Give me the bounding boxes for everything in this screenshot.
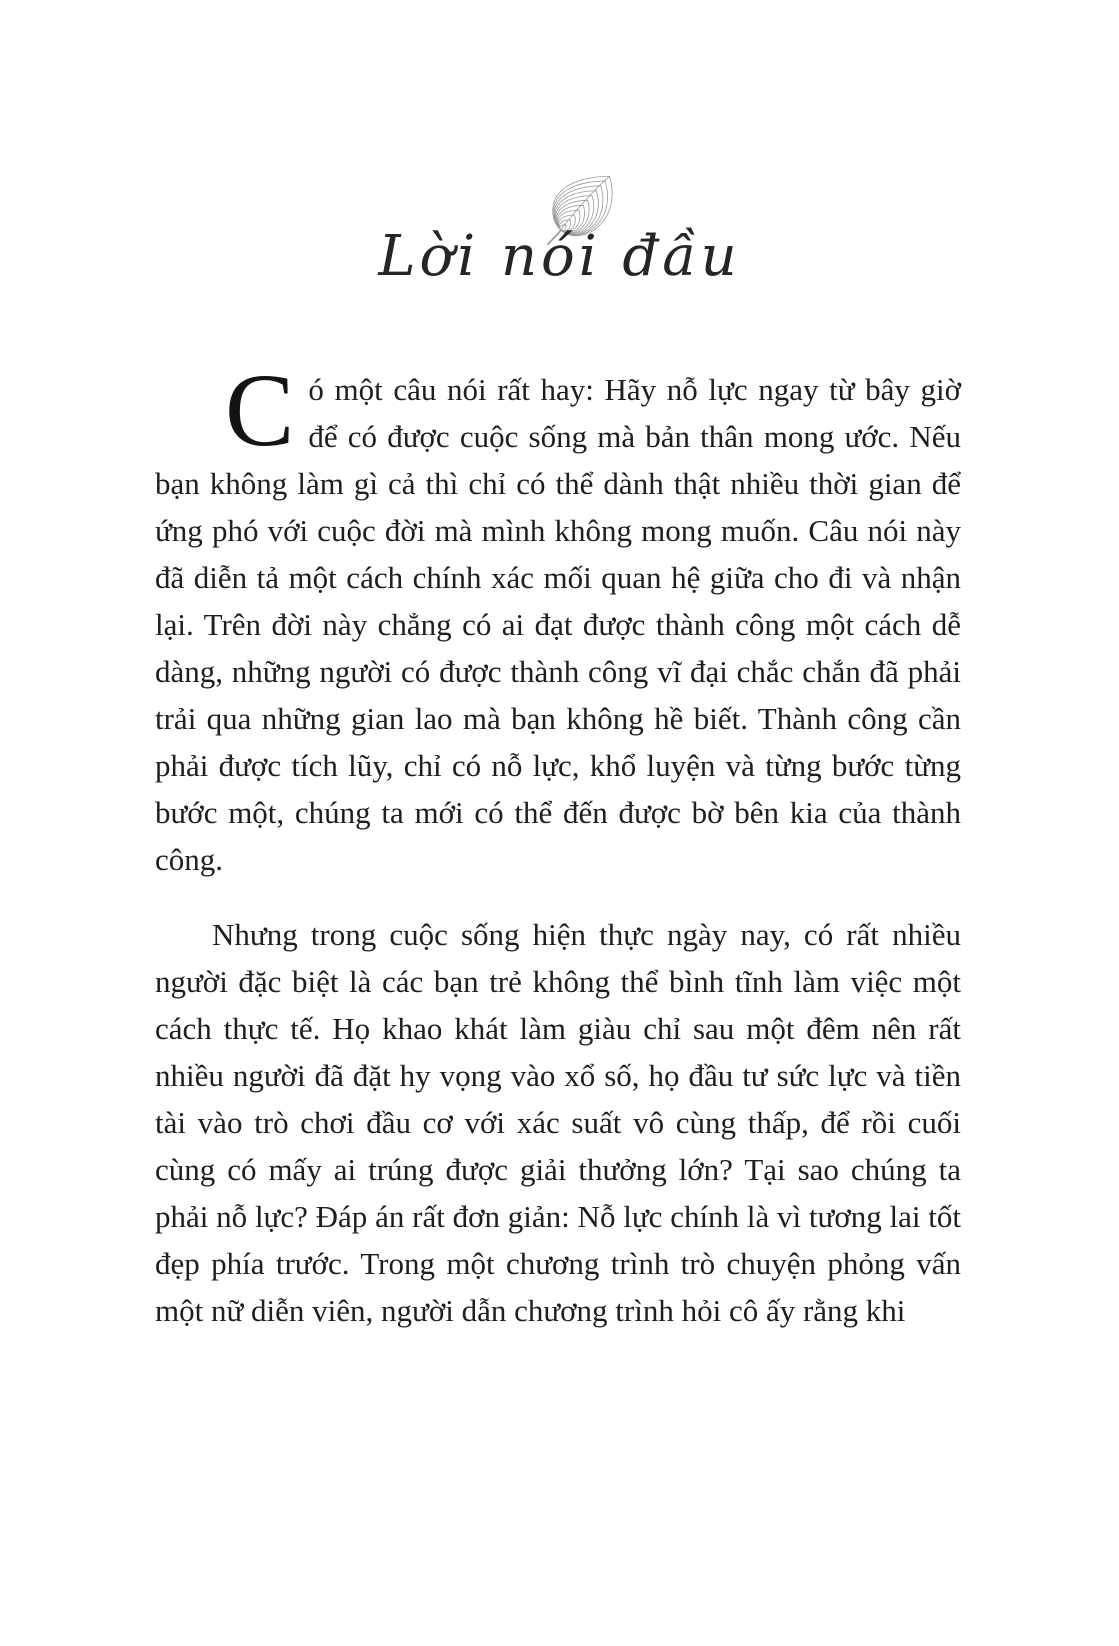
paragraph-1: [155, 353, 961, 883]
page-title: Lời nói đầu: [378, 224, 741, 289]
drop-cap: C: [225, 353, 295, 468]
paragraph-1-text: ó một câu nói rất hay: Hãy nỗ lực ngay từ bây giờ để có được cuộc sống mà bản thân mong ước. Nếu bạn không làm gì cả thì chỉ có thể dành thật nhiều thời gian để ứng phó với cuộc đời mà mình không mong muốn. Câu nói này đã diễn tả một cách chính xác mối quan hệ giữa cho đi và nhận lại. Trên đời này chẳng có ai đạt được thành công một cách dễ dàng, những người có được thành công vĩ đại chắc chắn đã phải trải qua những gian lao mà bạn không hề biết. Thành công cần phải được tích lũy, chỉ có nỗ lực, khổ luyện và từng bước từng bước một, chúng ta mới có thể đến được bờ bên kia của thành công.: [155, 372, 961, 877]
page-body: [155, 353, 961, 1334]
paragraph-2: Nhưng trong cuộc sống hiện thực ngày nay, có rất nhiều người đặc biệt là các bạn trẻ không thể bình tĩnh làm việc một cách thực tế. Họ khao khát làm giàu chỉ sau một đêm nên rất nhiều người đã đặt hy vọng vào xổ số, họ đầu tư sức lực và tiền tài vào trò chơi đầu cơ với xác suất vô cùng thấp, để rồi cuối cùng có mấy ai trúng được giải thưởng lớn? Tại sao chúng ta phải nỗ lực? Đáp án rất đơn giản: Nỗ lực chính là vì tương lai tốt đẹp phía trước. Trong một chương trình trò chuyện phỏng vấn một nữ diễn viên, người dẫn chương trình hỏi cô ấy rằng khi: [155, 917, 961, 1328]
